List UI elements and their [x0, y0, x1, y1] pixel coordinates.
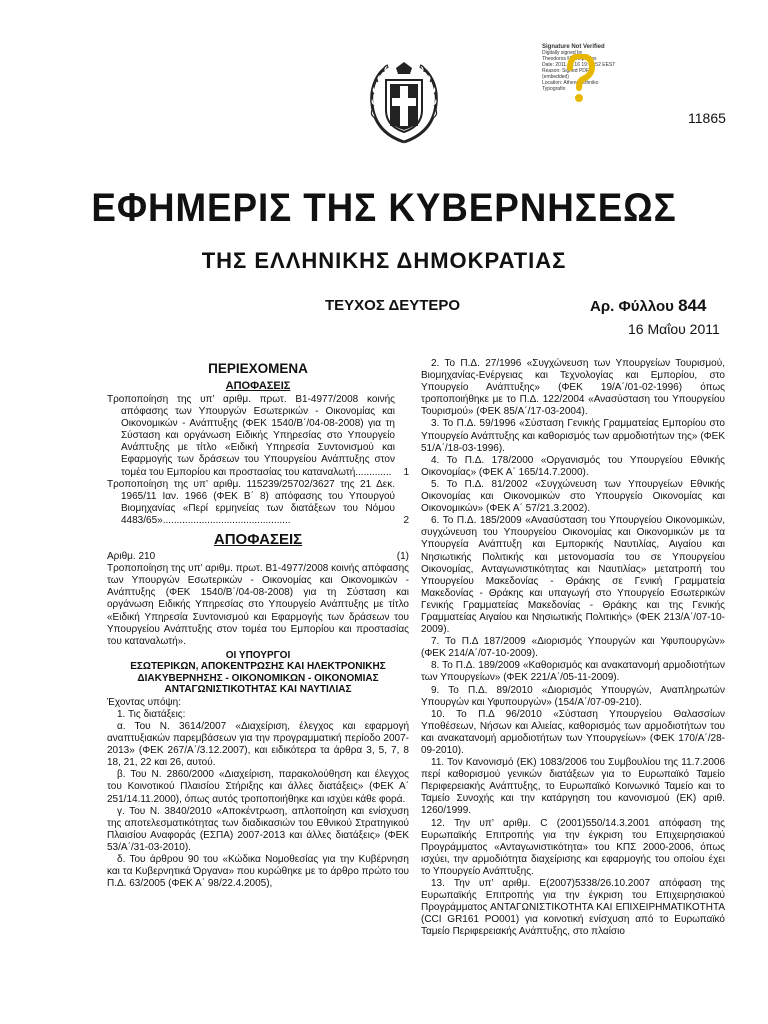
right-column	[421, 358, 725, 939]
decision-title: Τροποποίηση της υπ’ αριθμ. πρωτ. Β1-4977/2008 κοινής απόφασης των Υπουργών Εσωτερικών - Οικονομίας και Οικονομικών - Ανάπτυξης (ΦΕΚ 1540/Β΄/04-08-2008) για τη Σύσταση και οργάνωση Ειδικής Υπηρεσίας στο Υπουργείο Ανάπτυξης με τίτλο «Ειδική Υπηρεσία Συντονισμού και Εφαρμογής των δράσεων του Υπουργείου Ανάπτυξης στον τομέα του Εμπορίου και προστασίας του καταναλωτή».	[107, 563, 409, 647]
paragraph: 9. Το Π.Δ. 89/2010 «Διορισμός Υπουργών, Αναπληρωτών Υπουργών και Υφυπουργών» (154/Α΄/07-09-210).	[421, 684, 725, 708]
signature-detail-line: Reason: Signed PDF	[542, 68, 589, 74]
paragraph: 12. Την υπ’ αριθμ. C (2001)550/14.3.2001 απόφαση της Ευρωπαϊκής Επιτροπής για την έγκριση του Επιχειρησιακού Προγράμματος «Ανταγωνιστικότητα» του ΚΠΣ 2000-2006, όπως ισχύει, την αρμοδιότητα διαχείρισης και εφαρμογής του οποίου έχει το Υπουργείο Ανάπτυξης.	[421, 817, 725, 877]
sheet-number-value: 844	[678, 296, 707, 315]
issue-date: 16 Μαΐου 2011	[628, 321, 720, 337]
contents-entry-page: 2	[403, 514, 409, 526]
paragraph: 7. Το Π.Δ 187/2009 «Διορισμός Υπουργών και Υφυπουργών» (ΦΕΚ 214/Α΄/07-10-2009).	[421, 636, 725, 660]
paragraph: 4. Το Π.Δ. 178/2000 «Οργανισμός του Υπουργείου Εθνικής Οικονομίας» (ΦΕΚ Α΄ 165/14.7.2000).	[421, 454, 725, 478]
decision-index: (1)	[396, 551, 409, 563]
paragraph: δ. Του άρθρου 90 του «Κώδικα Νομοθεσίας για την Κυβέρνηση και τα Κυβερνητικά Όργανα» που κυρώθηκε με το άρθρο πρώτο του Π.Δ. 63/2005 (ΦΕΚ Α΄ 98/22.4.2005),	[107, 854, 409, 890]
page-number: 11865	[688, 110, 726, 126]
paragraph: 11. Τον Κανονισμό (ΕΚ) 1083/2006 του Συμβουλίου της 11.7.2006 περί καθορισμού γενικών διατάξεων για το Ευρωπαϊκό Ταμείο Περιφερειακής Ανάπτυξης, το Ευρωπαϊκό Κοινωνικό Ταμείο και το Ταμείο Συνοχής και την κατάργηση του κανονισμού (ΕΚ) αριθ. 1260/1999.	[421, 757, 725, 817]
contents-entry	[107, 479, 409, 527]
paragraph: 3. Το Π.Δ. 59/1996 «Σύσταση Γενικής Γραμματείας Εμπορίου στο Υπουργείο Ανάπτυξης και καθορισμός των αρμοδιοτήτων της» (ΦΕΚ 51/Α΄/18-03-1996).	[421, 418, 725, 454]
contents-entry-text: Τροποποίηση της υπ’ αριθμ. 115239/25702/3627 της 21 Δεκ. 1965/11 Ιαν. 1966 (ΦΕΚ Β΄ 8) απόφασης του Υπουργού Βιομηχανίας «Περί ερμηνείας των διατάξεων του Νόμου 4483/65»..............................................	[107, 478, 395, 526]
signature-detail-line: Typografio	[542, 86, 566, 92]
paragraph: α. Του Ν. 3614/2007 «Διαχείριση, έλεγχος και εφαρμογή αναπτυξιακών παρεμβάσεων για την προγραμματική περίοδο 2007-2013» (ΦΕΚ 267/Α΄/3.12.2007), και ειδικότερα τα άρθρα 3, 5, 7, 8 18, 21, 22 και 26, αυτού.	[107, 720, 409, 769]
signature-detail-line: Digitally signed by	[542, 50, 583, 56]
paragraph: 5. Το Π.Δ. 81/2002 «Συγχώνευση των Υπουργείων Εθνικής Οικονομίας και Οικονομικών στο Υπουργείο Οικονομίας και Οικονομικών» (ΦΕΚ Α΄ 57/21.3.2002).	[421, 478, 725, 515]
gazette-title: ΕΦΗΜΕΡΙΣ ΤΗΣ ΚΥΒΕΡΝΗΣΕΩΣ	[91, 186, 677, 230]
contents-section-heading: ΑΠΟΦΑΣΕΙΣ	[225, 380, 291, 392]
paragraph: γ. Του Ν. 3840/2010 «Αποκέντρωση, απλοποίηση και ενίσχυση της αποτελεσματικότητας των διαδικασιών του Εθνικού Στρατηγικού Πλαισίου Αναφοράς (ΕΣΠΑ) 2007-2013 και άλλες διατάξεις» (ΦΕΚ 53/Α΄/31-03-2010).	[107, 805, 409, 853]
decision-number-row	[107, 551, 409, 563]
paragraph: 8. Το Π.Δ. 189/2009 «Καθορισμός και ανακατανομή αρμοδιοτήτων των Υπουργείων» (ΦΕΚ 221/Α΄/05-11-2009).	[421, 660, 725, 684]
contents-heading: ΠΕΡΙΕΧΟΜΕΝΑ	[208, 361, 308, 376]
ministers-heading: ΟΙ ΥΠΟΥΡΓΟΙ ΕΣΩΤΕΡΙΚΩΝ, ΑΠΟΚΕΝΤΡΩΣΗΣ ΚΑΙ ΗΛΕΚΤΡΟΝΙΚΗΣ ΔΙΑΚΥΒΕΡΝΗΣΗΣ - ΟΙΚΟΝΟΜΙΚΩΝ - ΟΙΚΟΝΟΜΙΑΣ ΑΝΤΑΓΩΝΙΣΤΙΚΟΤΗΤΑΣ ΚΑΙ ΝΑΥΤΙΛΙΑΣ	[130, 649, 386, 696]
signature-status: Signature Not Verified	[542, 44, 605, 50]
paragraph: 1. Τις διατάξεις:	[117, 708, 186, 720]
paragraph: 2. Το Π.Δ. 27/1996 «Συγχώνευση των Υπουργείων Τουρισμού, Βιομηχανίας-Ενέργειας και Τεχνολογίας και Εμπορίου, στο Υπουργείο Ανάπτυξης» (ΦΕΚ 19/Α΄/01-02-1996) όπως τροποποιήθηκε με το Π.Δ. 122/2004 «Ανασύσταση του Υπουργείου Τουρισμού» (ΦΕΚ 85/Α΄/17-03-2004).	[421, 358, 725, 418]
left-column	[107, 358, 409, 890]
signature-question-mark-icon	[562, 54, 598, 106]
greek-coat-of-arms-seal	[366, 58, 442, 148]
paragraph: 10. Το Π.Δ 96/2010 «Σύσταση Υπουργείου Θαλασσίων Υποθέσεων, Νήσων και Αλιείας, καθορισμός των αρμοδιοτήτων του και ανακατανομή αρμοδιοτήτων των Υπουργείων» (ΦΕΚ 170/Α΄/28-09-2010).	[421, 708, 725, 756]
contents-entry-text: Τροποποίηση της υπ’ αριθμ. πρωτ. Β1-4977/2008 κοινής απόφασης των Υπουργών Εσωτερικών - Οικονομίας και Οικονομικών - Ανάπτυξης (ΦΕΚ 1540/Β΄/04-08-2008) για τη Σύσταση και οργάνωση Ειδικής Υπηρεσίας στο Υπουργείο Ανάπτυξης με τίτλο «Ειδική Υπηρεσία Συντονισμού και Εφαρμογής των δράσεων του Υπουργείου Ανάπτυξης στον τομέα του Εμπορίου και προστασίας του καταναλωτή.............	[107, 394, 395, 478]
contents-entry	[107, 394, 409, 479]
decisions-heading: ΑΠΟΦΑΣΕΙΣ	[213, 531, 303, 549]
decision-number: Αριθμ. 210	[107, 551, 156, 563]
signature-detail-line: Theodoros Miliotopoulos	[542, 56, 597, 62]
paragraph: β. Του Ν. 2860/2000 «Διαχείριση, παρακολούθηση και έλεγχος του Κοινοτικού Πλαισίου Στήριξης και άλλες διατάξεις» (ΦΕΚ Α΄ 251/14.11.2000), όπως αυτός τροποποιήθηκε και ισχύει κάθε φορά.	[107, 769, 409, 805]
contents-entry-page: 1	[403, 466, 409, 478]
signature-detail-line: Location: Athens, Ethniko	[542, 80, 599, 86]
sheet-number	[590, 296, 706, 316]
signature-detail-line: (embedded)	[542, 74, 569, 80]
paragraph: Έχοντας υπόψη:	[107, 696, 181, 708]
gazette-subtitle: ΤΗΣ ΕΛΛΗΝΙΚΗΣ ΔΗΜΟΚΡΑΤΙΑΣ	[201, 248, 567, 273]
signature-detail-line: Date: 2011.05.16 19:44:52 EEST	[542, 62, 616, 68]
paragraph: 13. Την υπ’ αριθμ. Ε(2007)5338/26.10.2007 απόφαση της Ευρωπαϊκής Επιτροπής για την έγκριση του Επιχειρησιακού Προγράμματος ΑΝΤΑΓΩΝΙΣΤΙΚΟΤΗΤΑ ΚΑΙ ΕΠΙΧΕΙΡΗΜΑΤΙΚΟΤΗΤΑ (CCI GR161 PO001) για κοινοτική ενίσχυση από το Ευρωπαϊκό Ταμείο Περιφερειακής Ανάπτυξης, στο πλαίσιο	[421, 878, 725, 938]
sheet-label: Αρ. Φύλλου	[590, 298, 674, 315]
paragraph: 6. Το Π.Δ. 185/2009 «Ανασύσταση του Υπουργείου Οικονομικών, συγχώνευση του Υπουργείου Οικονομίας και Οικονομικών με τα Υπουργεία Ανάπτυξη και Εμπορικής Ναυτιλίας, Αιγαίου και Νησιωτικής Πολιτικής και μετονομασία του σε Υπουργείου Οικονομίας, Ανταγωνιστικότητας και Ναυτιλίας» μετατροπή του Υπουργείου Μακεδονίας - Θράκης σε Γενική Γραμματεία Μακεδονίας - Θράκης και υπαγωγή στο Υπουργείο Εσωτερικών Γενικής Γραμματείας Μακεδονίας - Θράκης και της Γενικής Γραμματείας Αιγαίου και Νησιωτικής Πολιτικής» (ΦΕΚ 213/Α΄/07-10-2009).	[421, 515, 725, 636]
issue-label: ΤΕΥΧΟΣ ΔΕΥΤΕΡΟ	[325, 297, 461, 314]
